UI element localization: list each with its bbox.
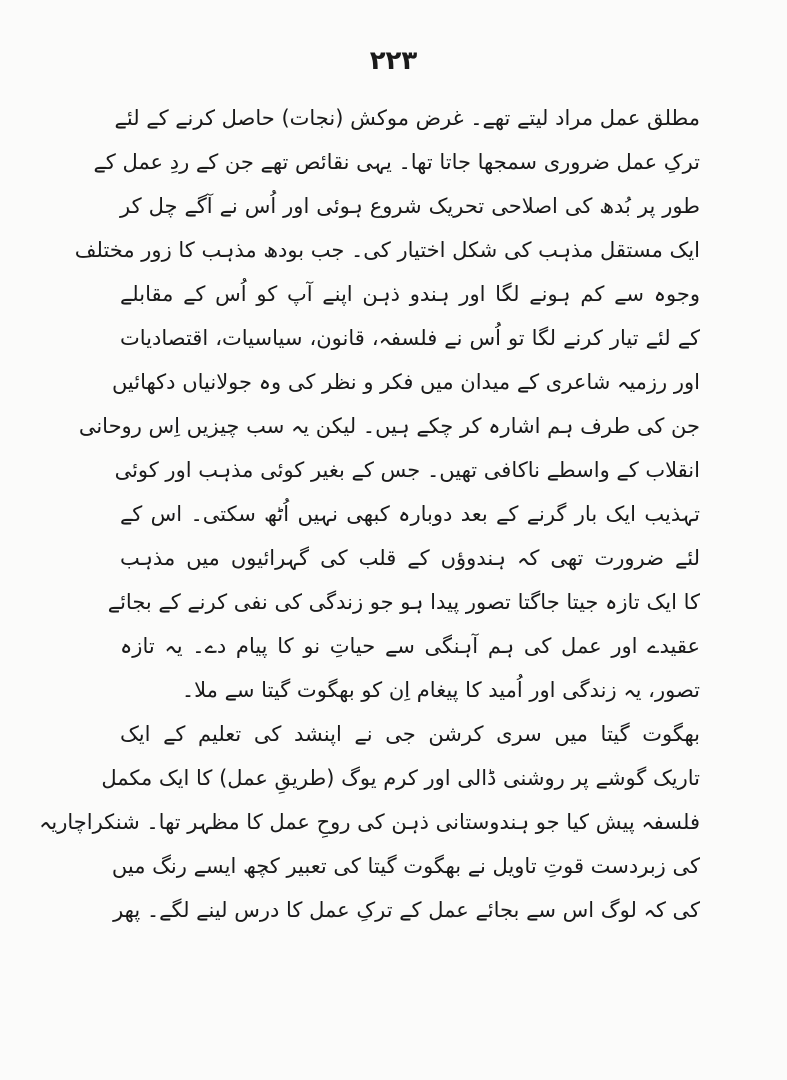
text-line: تصور، یہ زندگی اور اُمید کا پیغام اِن کو بھگوت گیتا سے ملا۔	[181, 678, 700, 702]
paragraph-start-line: بھگوت گیتا میں سری کرشن جی نے اپنشد کی تعلیم کے ایک	[120, 722, 700, 746]
text-line: طور پر بُدھ کی اصلاحی تحریک شروع ہوئی اور اُس نے آگے چل کر	[120, 194, 700, 218]
text-body	[39, 96, 700, 932]
text-line: وجوہ سے کم ہونے لگا اور ہندو ذہن اپنے آپ کو اُس کے مقابلے	[120, 282, 700, 306]
text-line: لئے ضرورت تھی کہ ہندوؤں کے قلب کی گہرائیوں میں مذہب	[120, 546, 700, 570]
text-line: فلسفہ پیش کیا جو ہندوستانی ذہن کی روحِ عمل کا مظہر تھا۔ شنکراچاریہ	[39, 810, 700, 834]
text-line: انقلاب کے واسطے ناکافی تھیں۔ جس کے بغیر کوئی مذہب اور کوئی	[114, 458, 700, 482]
text-line: تاریک گوشے پر روشنی ڈالی اور کرم یوگ (طریقِ عمل) کا ایک مکمل	[101, 766, 700, 790]
text-line: اور رزمیہ شاعری کے میدان میں فکر و نظر کی وہ جولانیاں دکھائیں	[111, 370, 700, 394]
text-line: کا ایک تازہ جیتا جاگتا تصور پیدا ہو جو زندگی کی نفی کرنے کے بجائے	[107, 590, 700, 614]
text-line: جن کی طرف ہم اشارہ کر چکے ہیں۔ لیکن یہ سب چیزیں اِس روحانی	[78, 414, 700, 438]
page-number: ۲۲۳	[369, 46, 418, 76]
text-line: کی زبردست قوتِ تاویل نے بھگوت گیتا کی تعبیر کچھ ایسے رنگ میں	[111, 854, 700, 878]
text-line: کی کہ لوگ اس سے بجائے عمل کے ترکِ عمل کا درس لینے لگے۔ پھر	[113, 898, 700, 922]
text-line: کے لئے تیار کرنے لگا تو اُس نے فلسفہ، قانون، سیاسیات، اقتصادیات	[120, 326, 700, 350]
text-line: ترکِ عمل ضروری سمجھا جاتا تھا۔ یہی نقائص تھے جن کے ردِ عمل کے	[93, 150, 700, 174]
text-line: ایک مستقل مذہب کی شکل اختیار کی۔ جب بودھ مذہب کا زور مختلف	[74, 238, 700, 262]
text-line: عقیدے اور عمل کی ہم آہنگی سے حیاتِ نو کا پیام دے۔ یہ تازہ	[120, 634, 700, 658]
text-line: تہذیب ایک بار گرنے کے بعد دوبارہ کبھی نہیں اُٹھ سکتی۔ اس کے	[120, 502, 700, 526]
text-line: مطلق عمل مراد لیتے تھے۔ غرض موکش (نجات) حاصل کرنے کے لئے	[114, 106, 700, 130]
